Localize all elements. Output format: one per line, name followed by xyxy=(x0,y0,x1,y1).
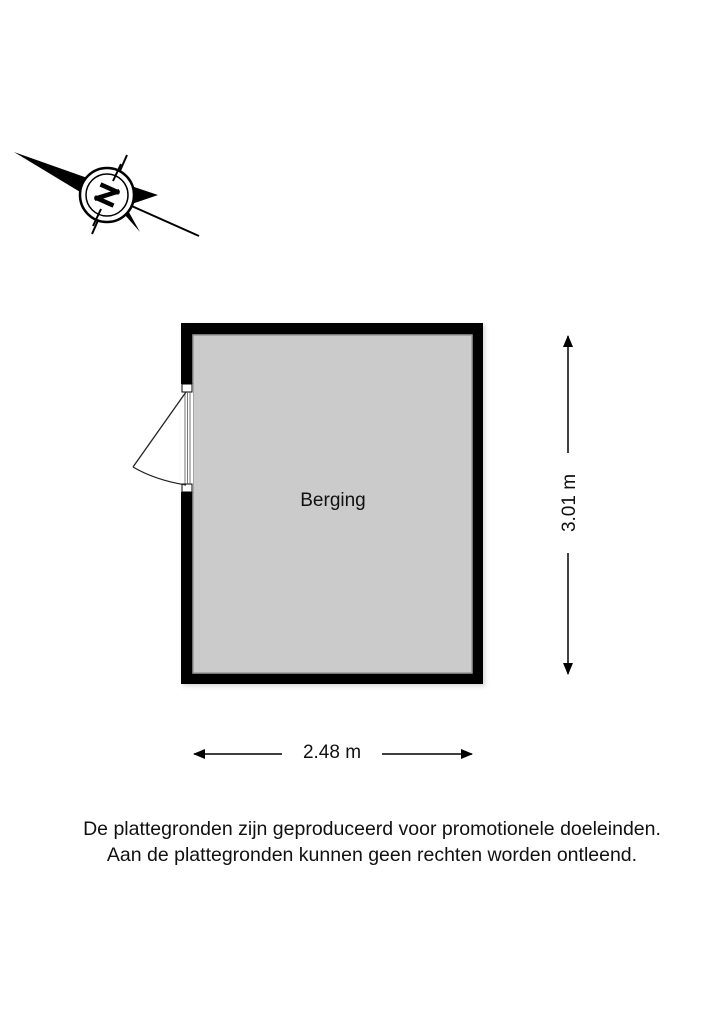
room-label: Berging xyxy=(300,490,366,511)
door xyxy=(133,384,193,492)
compass-north-arrow-icon xyxy=(14,152,199,236)
disclaimer-line-2: Aan de plattegronden kunnen geen rechten worden ontleend. xyxy=(106,844,638,866)
disclaimer xyxy=(0,816,720,868)
disclaimer-line-1: De plattegronden zijn geproduceerd voor promotionele doeleinden. xyxy=(83,818,661,840)
width-dimension-label: 2.48 m xyxy=(282,742,382,764)
height-dimension-label: 3.01 m xyxy=(559,453,581,553)
